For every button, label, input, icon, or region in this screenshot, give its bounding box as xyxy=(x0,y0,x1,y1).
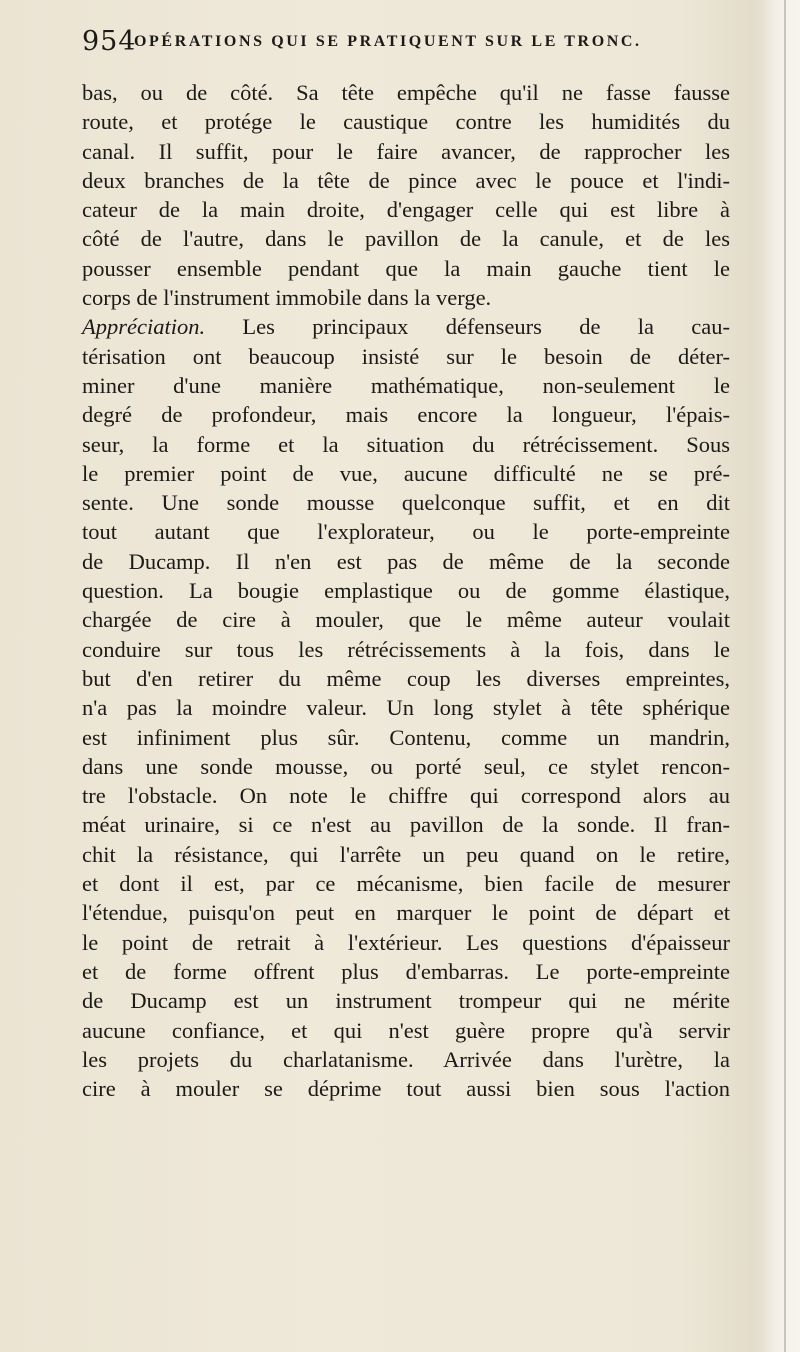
text-line: et de forme offrent plus d'embarras. Le porte-empreinte xyxy=(82,958,730,984)
text-line: térisation ont beaucoup insisté sur le besoin de déter- xyxy=(82,343,730,369)
body-text xyxy=(82,78,730,1103)
appreciation-rest: Les principaux défenseurs de la cau- xyxy=(205,314,730,340)
text-line: canal. Il suffit, pour le faire avancer, de rapprocher les xyxy=(82,138,730,164)
text-line: but d'en retirer du même coup les diverses empreintes, xyxy=(82,665,730,691)
text-line: de Ducamp. Il n'en est pas de même de la seconde xyxy=(82,548,730,574)
page-edge-line xyxy=(784,0,786,1352)
text-line: méat urinaire, si ce n'est au pavillon de la sonde. Il fran- xyxy=(82,812,730,838)
text-line: seur, la forme et la situation du rétrécissement. Sous xyxy=(82,431,730,457)
text-line: dans une sonde mousse, ou porté seul, ce stylet rencon- xyxy=(82,753,730,779)
text-line: sente. Une sonde mousse quelconque suffit, et en dit xyxy=(82,490,730,516)
text-line: degré de profondeur, mais encore la longueur, l'épais- xyxy=(82,402,730,428)
running-title: OPÉRATIONS QUI SE PRATIQUENT SUR LE TRONC. xyxy=(134,33,642,50)
text-line: n'a pas la moindre valeur. Un long stylet à tête sphérique xyxy=(82,695,730,721)
text-line: deux branches de la tête de pince avec le pouce et l'indi- xyxy=(82,167,730,193)
text-line: et dont il est, par ce mécanisme, bien facile de mesurer xyxy=(82,871,730,897)
text-line: de Ducamp est un instrument trompeur qui ne mérite xyxy=(82,988,730,1014)
text-line: aucune confiance, et qui n'est guère propre qu'à servir xyxy=(82,1017,730,1043)
text-line: tre l'obstacle. On note le chiffre qui correspond alors au xyxy=(82,783,730,809)
text-line: pousser ensemble pendant que la main gauche tient le xyxy=(82,255,730,281)
text-line: cateur de la main droite, d'engager celle qui est libre à xyxy=(82,197,730,223)
text-line: route, et protége le caustique contre les humidités du xyxy=(82,109,730,135)
text-line: le premier point de vue, aucune difficulté ne se pré- xyxy=(82,460,730,486)
text-line: cire à mouler se déprime tout aussi bien sous l'action xyxy=(82,1076,730,1102)
text-line: corps de l'instrument immobile dans la verge. xyxy=(82,285,492,311)
text-line: l'étendue, puisqu'on peut en marquer le point de départ et xyxy=(82,900,730,926)
text-line: bas, ou de côté. Sa tête empêche qu'il ne fasse fausse xyxy=(82,80,730,105)
text-line: conduire sur tous les rétrécissements à la fois, dans le xyxy=(82,636,730,662)
text-line: côté de l'autre, dans le pavillon de la canule, et de les xyxy=(82,226,730,252)
text-line: le point de retrait à l'extérieur. Les questions d'épaisseur xyxy=(82,929,730,955)
text-line: chit la résistance, qui l'arrête un peu quand on le retire, xyxy=(82,841,730,867)
page-edge-shadow xyxy=(762,0,800,1352)
text-line: tout autant que l'explorateur, ou le porte-empreinte xyxy=(82,519,730,545)
text-line: miner d'une manière mathématique, non-seulement le xyxy=(82,372,730,398)
text-line: question. La bougie emplastique ou de gomme élastique, xyxy=(82,578,730,604)
text-line: chargée de cire à mouler, que le même auteur voulait xyxy=(82,607,730,633)
text-line: est infiniment plus sûr. Contenu, comme un mandrin, xyxy=(82,724,730,750)
page-number: 954 xyxy=(82,26,137,57)
text-line: les projets du charlatanisme. Arrivée dans l'urètre, la xyxy=(82,1046,730,1072)
section-lead-italic: Appréciation. xyxy=(82,314,206,340)
page-header xyxy=(82,22,722,62)
text-line-appreciation xyxy=(82,312,730,341)
